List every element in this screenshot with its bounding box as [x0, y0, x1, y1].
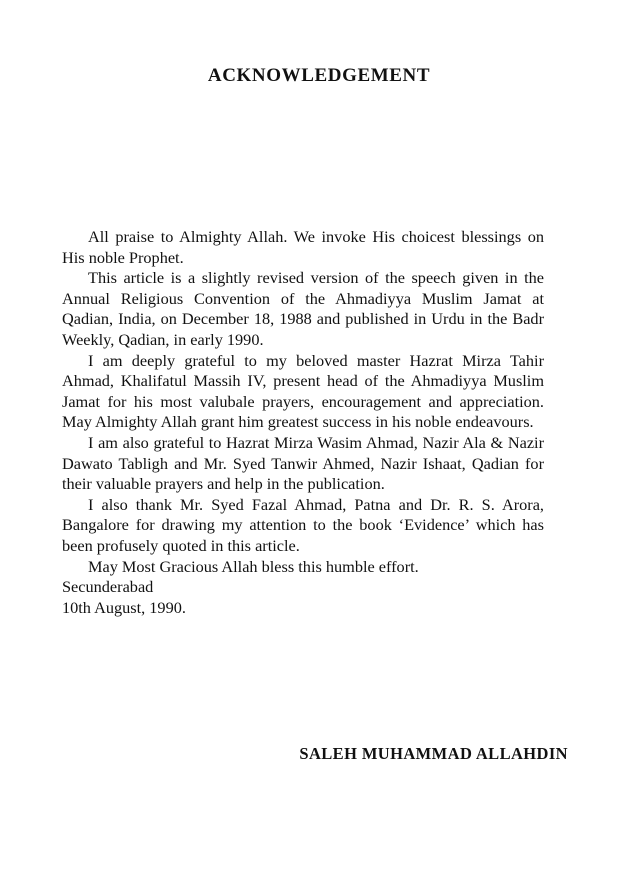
paragraph-praise: All praise to Almighty Allah. We invoke His choicest blessings on His noble Prophet.: [62, 227, 544, 267]
paragraph-article-origin: This article is a slightly revised version of the speech given in the Annual Religious Convention of the Ahmadiyya Muslim Jamat at Qadian, India, on December 18, 1988 and published in Urdu in the Badr Weekly, Qadian, in early 1990.: [62, 268, 544, 349]
page-title: ACKNOWLEDGEMENT: [207, 65, 431, 86]
acknowledgement-body: [62, 227, 544, 618]
paragraph-gratitude-khalifa: I am deeply grateful to my beloved master Hazrat Mirza Tahir Ahmad, Khalifatul Massih IV, present head of the Ahmadiyya Muslim Jamat for his most valubale prayers, encouragement and appreciation. May Almighty Allah grant him greatest success in his noble endeavours.: [62, 350, 544, 432]
paragraph-blessing: May Most Gracious Allah bless this humble effort.: [88, 556, 419, 576]
paragraph-gratitude-nazir: I am also grateful to Hazrat Mirza Wasim Ahmad, Nazir Ala & Nazir Dawato Tabligh and Mr. Syed Tanwir Ahmed, Nazir Ishaat, Qadian for their valuable prayers and help in the publication.: [62, 432, 544, 494]
date-line: 10th August, 1990.: [62, 597, 186, 617]
paragraph-thanks: I also thank Mr. Syed Fazal Ahmad, Patna and Dr. R. S. Arora, Bangalore for drawing my attention to the book ‘Evidence’ which has been profusely quoted in this article.: [62, 494, 544, 555]
author-signature: SALEH MUHAMMAD ALLAHDIN: [299, 744, 568, 763]
place-line: Secunderabad: [62, 577, 154, 597]
